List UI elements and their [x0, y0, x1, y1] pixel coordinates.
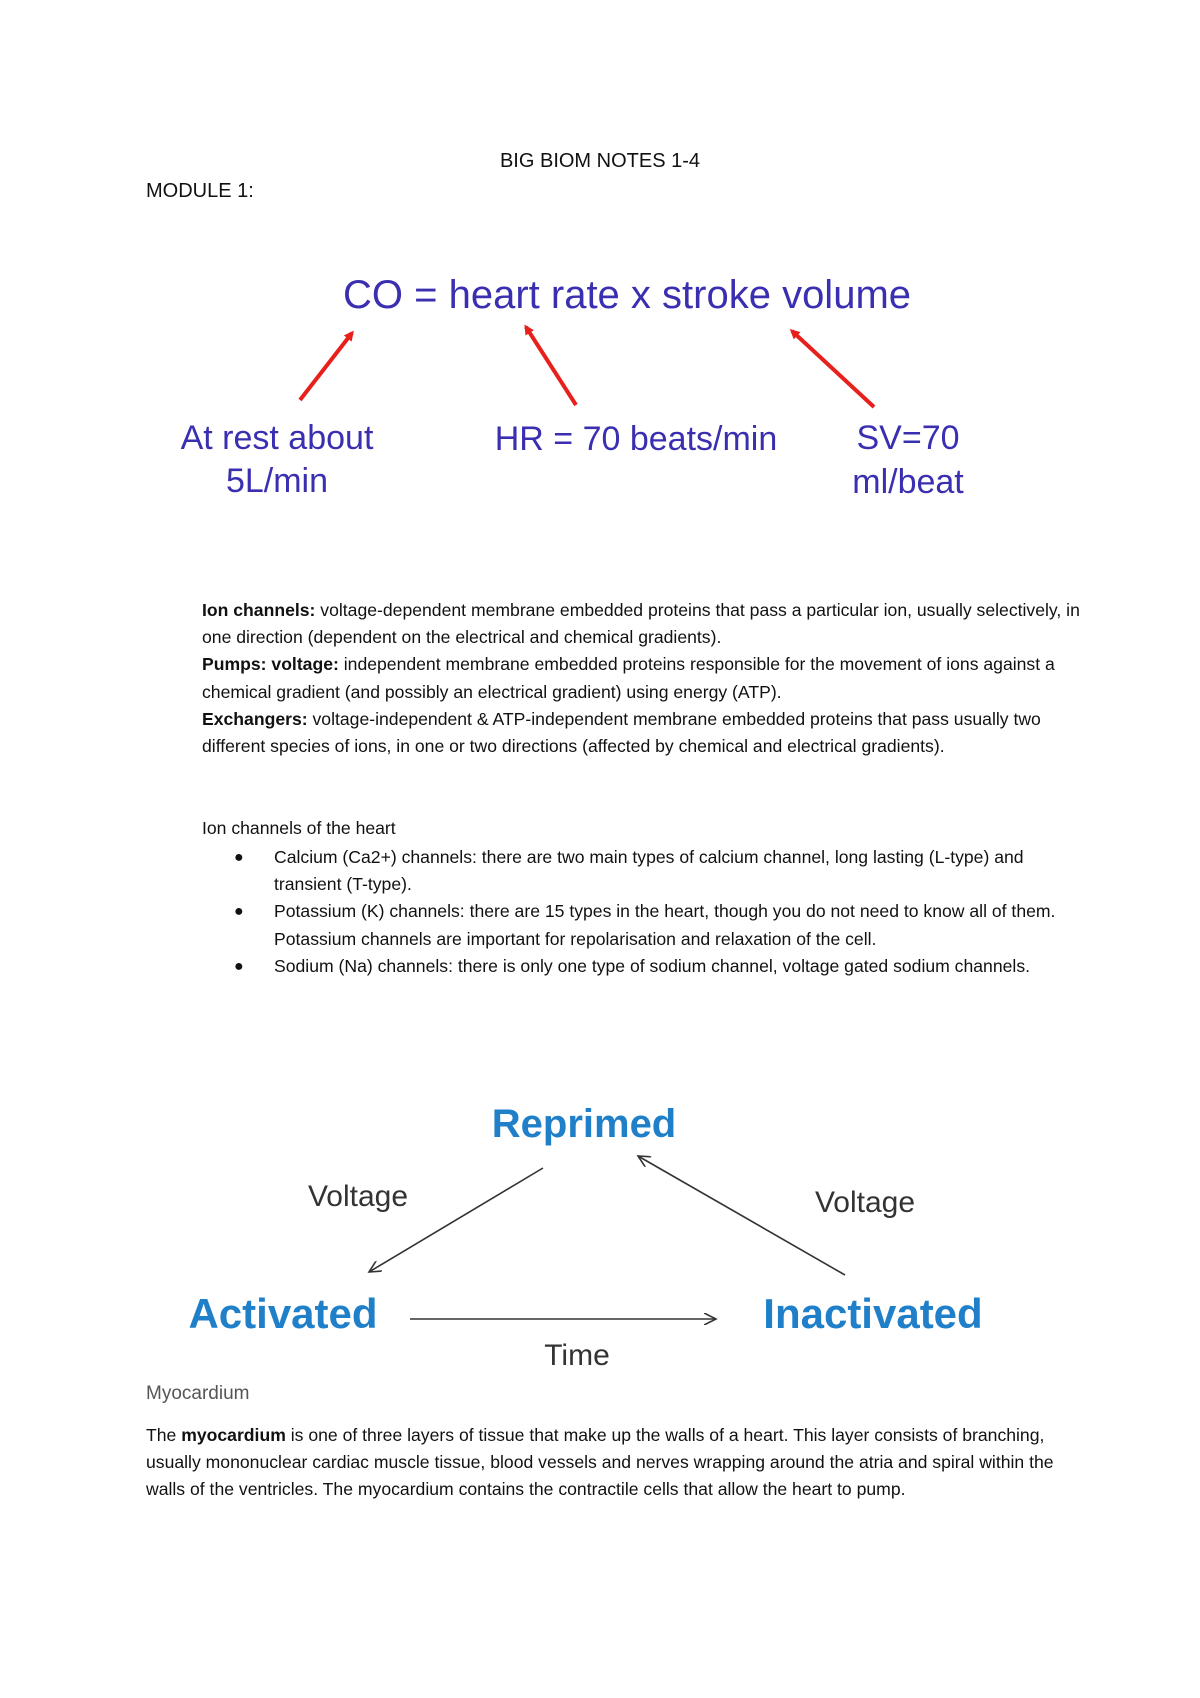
definition-pumps: Pumps: voltage: independent membrane embedded proteins responsible for the movement of ions against a chemical gradient (and possibly an electrical gradient) using energy (ATP). — [202, 654, 1055, 702]
definitions-block — [202, 597, 1082, 760]
arrow-rest — [300, 333, 352, 400]
bullet-icon: ● — [234, 849, 244, 866]
sv-label-line2: ml/beat — [852, 463, 964, 501]
rest-label-line2: 5L/min — [225, 462, 329, 500]
state-inactivated: Inactivated — [763, 1290, 983, 1337]
state-reprimed: Reprimed — [491, 1102, 677, 1146]
state-activated: Activated — [188, 1290, 378, 1337]
co-formula: CO = heart rate x stroke volume — [343, 273, 912, 317]
myocardium-heading: Myocardium — [146, 1383, 250, 1404]
label-voltage-right: Voltage — [814, 1186, 916, 1219]
arrow-hr — [526, 327, 576, 405]
list-item: ● Potassium (K) channels: there are 15 types in the heart, though you do not need to know all of them. Potassium channels are important for repolarisation and relaxation of the cell. — [230, 898, 1070, 952]
label-voltage-left: Voltage — [307, 1180, 409, 1213]
definition-exchangers: Exchangers: voltage-independent & ATP-independent membrane embedded proteins that pass usually two different species of ions, in one or two directions (affected by chemical and electrical gradients). — [202, 708, 1041, 757]
myocardium-paragraph: The myocardium is one of three layers of tissue that make up the walls of a heart. This layer consists of branching, usually mononuclear cardiac muscle tissue, blood vessels and nerves wrapping around the atria and spiral within the walls of the ventricles. The myocardium contains the contractile cells that allow the heart to pump. — [146, 1425, 1054, 1500]
cardiac-output-figure — [150, 255, 1050, 515]
definition-ion-channels: Ion channels: voltage-dependent membrane embedded proteins that pass a particular ion, usually selectively, in one direction (dependent on the electrical and chemical gradients). — [202, 600, 1080, 648]
bullet-icon: ● — [234, 957, 244, 975]
channel-state-diagram — [160, 1090, 1010, 1380]
list-item: ● Calcium (Ca2+) channels: there are two main types of calcium channel, long lasting (L-type) and transient (T-type). — [230, 844, 1070, 898]
label-time: Time — [544, 1339, 610, 1372]
hr-label: HR = 70 beats/min — [494, 420, 778, 458]
sv-label-line1: SV=70 — [856, 419, 960, 457]
ion-channels-heading: Ion channels of the heart — [202, 818, 396, 838]
bullet-icon: ● — [234, 903, 244, 921]
rest-label-line1: At rest about — [180, 419, 374, 457]
ion-channels-list — [230, 844, 1070, 980]
arrow-inactivated-to-reprimed — [638, 1156, 845, 1275]
list-item: ● Sodium (Na) channels: there is only one type of sodium channel, voltage gated sodium channels. — [230, 953, 1070, 980]
module-heading: MODULE 1: — [146, 180, 254, 202]
arrow-sv — [792, 331, 874, 407]
document-title: BIG BIOM NOTES 1-4 — [499, 150, 701, 172]
